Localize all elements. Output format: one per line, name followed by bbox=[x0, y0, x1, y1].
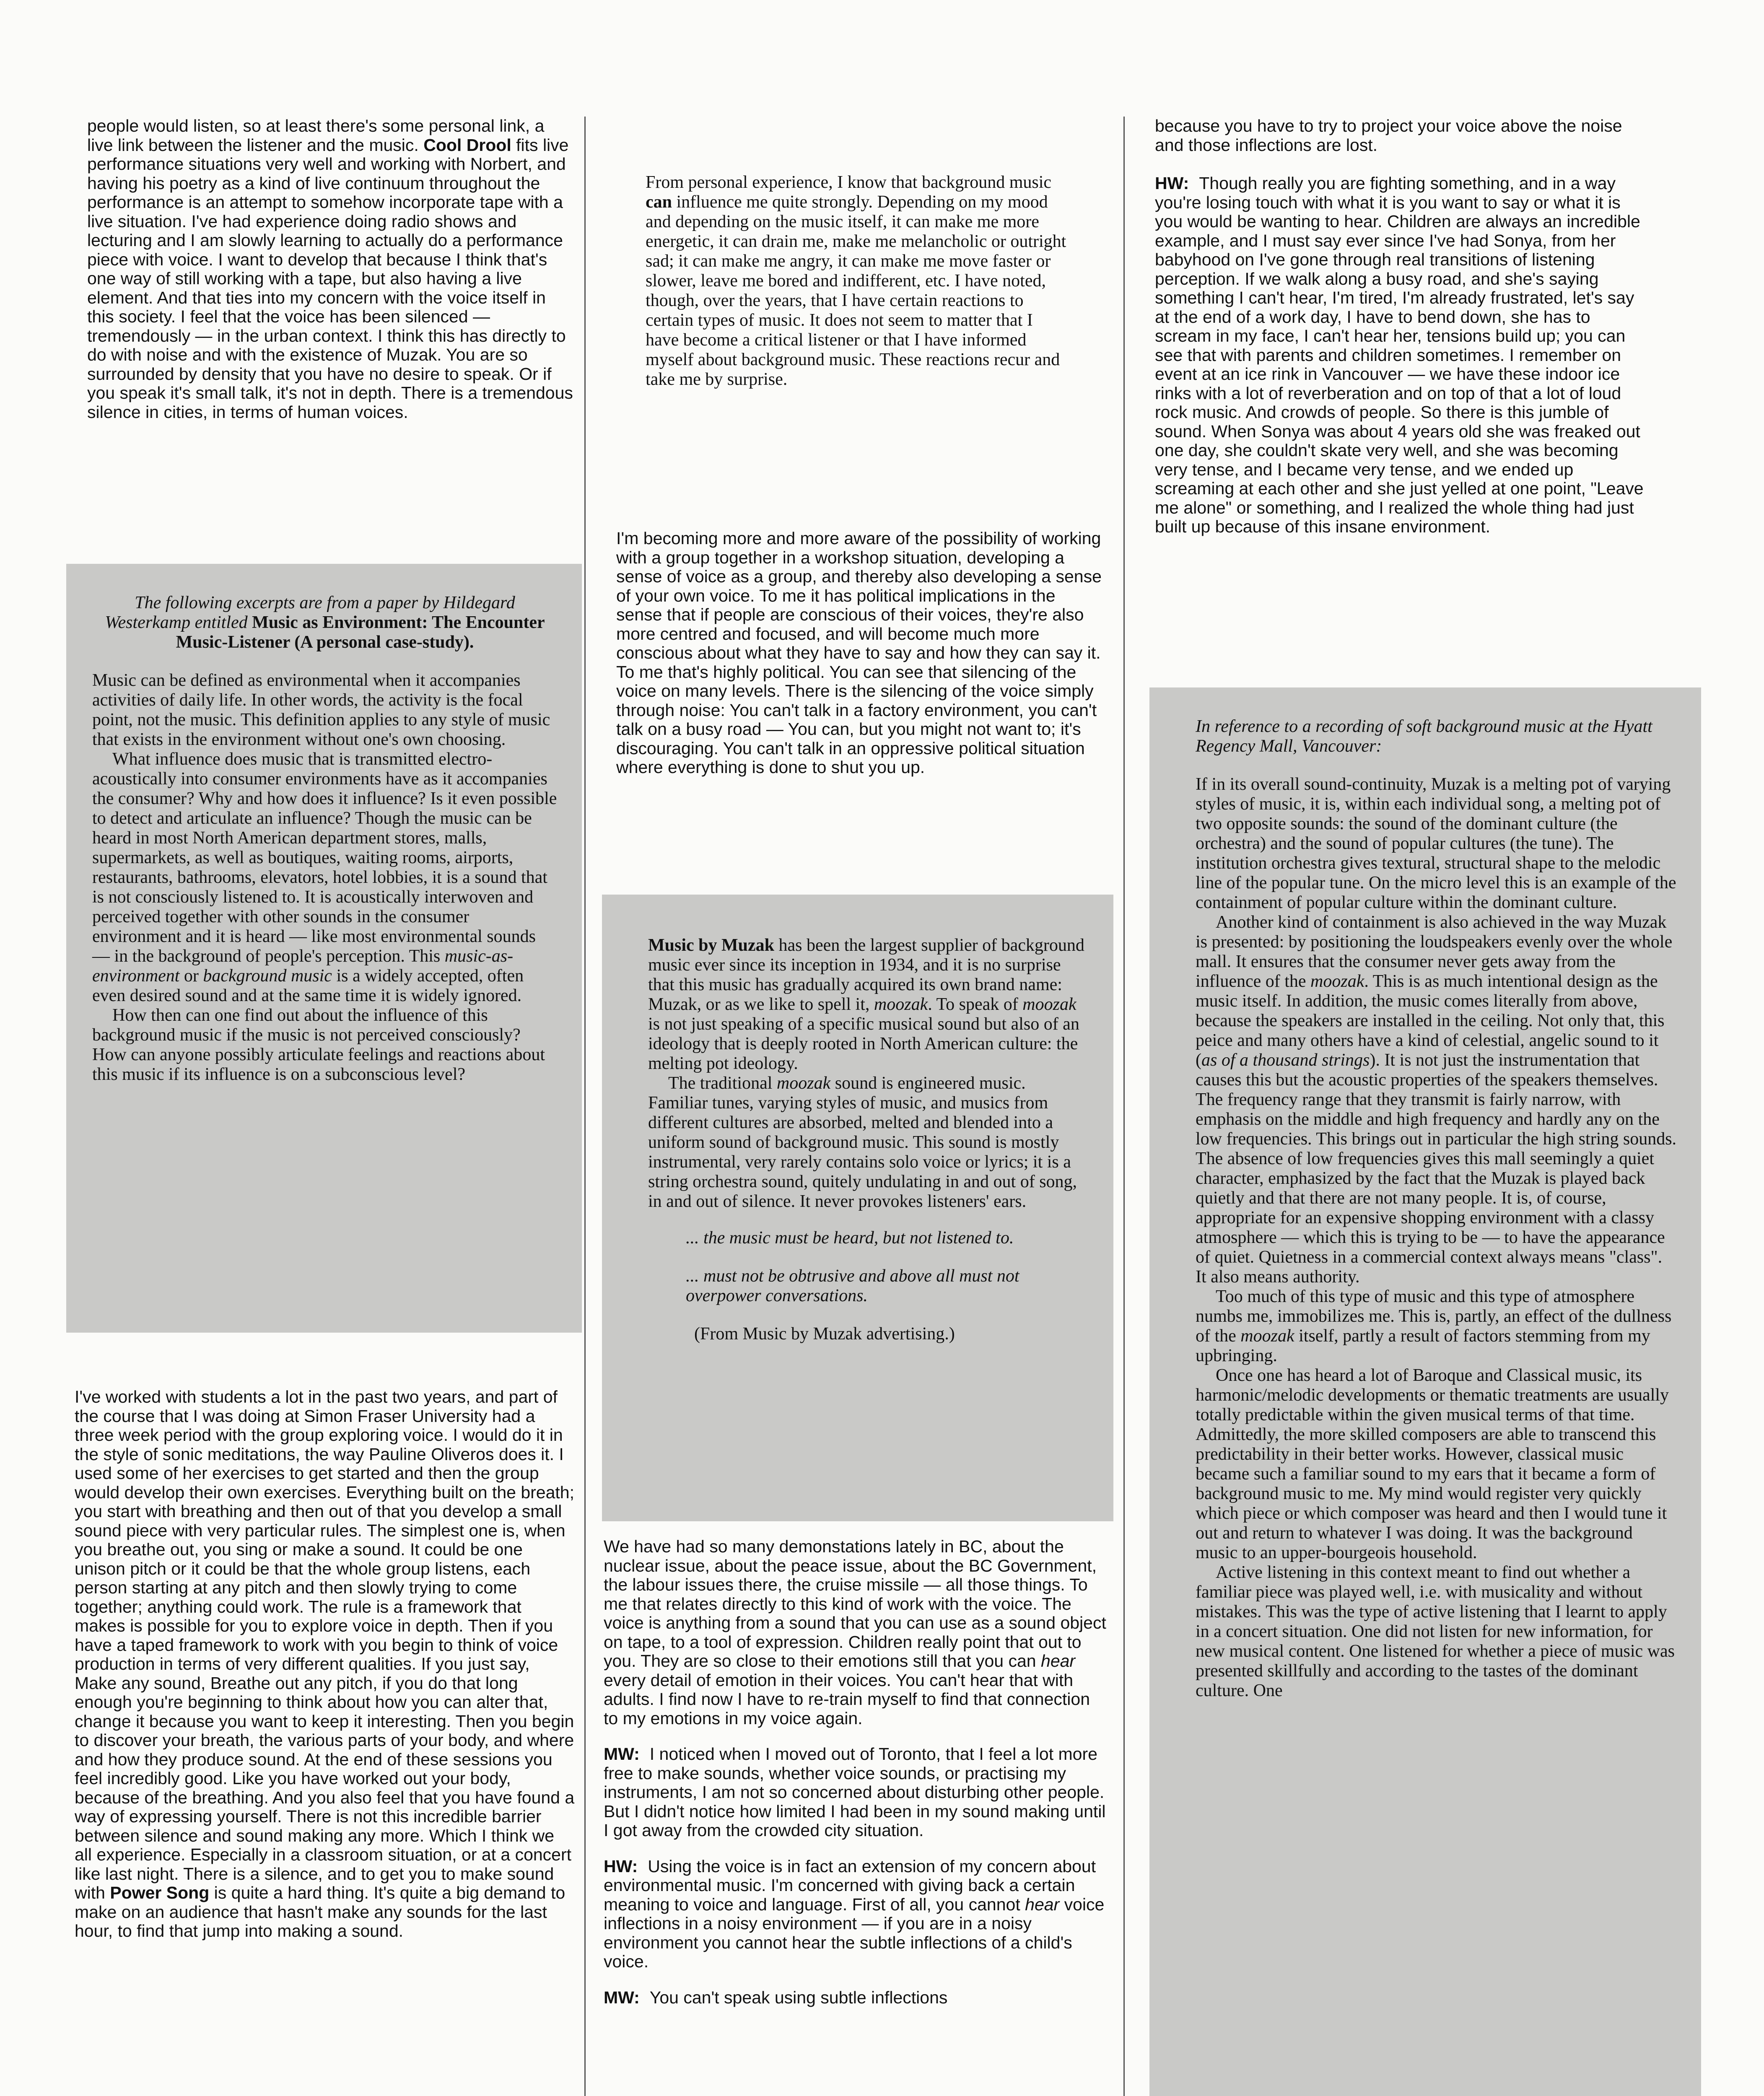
personal-experience: From personal experience, I know that background music can influence me quite strongly. Depending on my mood and depending on the music itself, it can make me more energetic, it can drain me, make me melancholic or outright sad; it can make me angry, it can make me move faster or slower, leave me bored and indifferent, etc. I have noted, though, over the years, that I have certain reactions to certain types of music. It does not seem to matter that I have become a critical listener or that I have informed myself about background music. These reactions recur and take me by surprise. bbox=[646, 173, 1066, 389]
hw-paragraph: HW: Though really you are fighting something, and in a way you're losing touch with what it is you want to say or what it is you would be wanting to hear. Children are always an incredible example, and I must say ever since I've had Sonya, from her babyhood on I've gone through real transitions of listening perception. If we walk along a busy road, and she's saying something I can't hear, I'm tired, I'm already frustrated, let's say at the end of a work day, I have to bend down, she has to scream in my face, I can't hear her, tensions build up; you can see that with parents and children sometimes. I remember on event at an ice rink in Vancouver — we have these indoor ice rinks with a lot of reverberation and on top of that a lot of loud rock music. And crowds of people. So there is this jumble of sound. When Sonya was about 4 years old she was freaked out one day, she couldn't skate very well, and she was becoming very tense, and I became very tense, and we ended up screaming at each other and she just yelled at one point, "Leave me alone" or something, and I realized the whole thing had just built up because of this insane environment. bbox=[1155, 174, 1644, 536]
mw-paragraph: MW: I noticed when I moved out of Toronto, that I feel a lot more free to make sounds, whether voice sounds, or practising my instruments, I am not so concerned about disturbing other people. But I didn't notice how limited I had been in my sound making until I got away from the crowded city situation. bbox=[604, 1744, 1106, 1840]
box-paragraph: How then can one find out about the influence of this background music if the music is not perceived consciously? How can anyone possibly articulate feelings and reactions about this music if its influence is on a subconscious level? bbox=[92, 1006, 545, 1084]
hw-paragraph: HW: Using the voice is in fact an extension of my concern about environmental music. I'm concerned with giving back a certain meaning to voice and language. First of all, you cannot hear voice inflections in a noisy environment — if you are in a noisy environment you cannot hear the subtle inflections of a child's voice. bbox=[604, 1856, 1105, 1971]
quote-source: (From Music by Muzak advertising.) bbox=[694, 1324, 955, 1344]
column-2-bottom bbox=[604, 1537, 1107, 2007]
col1-bottom-paragraph: I've worked with students a lot in the past two years, and part of the course that I was doing at Simon Fraser University had a three week period with the group exploring voice. I would do it in the style of sonic meditations, the way Pauline Oliveros does it. I used some of her exercises to get started and then the group would develop their own exercises. Everything built on the breath; you start with breathing and then out of that you develop a small sound piece with very particular rules. The simplest one is, when you breathe out, you sing or make a sound. It could be one unison pitch or it could be that the whole group listens, each person starting at any pitch and then slowly trying to come together; anything could work. The rule is a framework that makes is possible for you to explore voice in depth. Then if you have a taped framework to work with you begin to think of voice production in terms of very different qualities. If you just say, Make any sound, Breathe out any pitch, if you do that long enough you're beginning to think about how you can alter that, change it because you want to keep it interesting. Then you begin to discover your breath, the various parts of your body, and where and how they produce sound. At the end of these sessions you feel incredibly good. Like you have worked out your body, because of the breathing. And you also feel that you have found a way of expressing yourself. There is not this incredible barrier between silence and sound making any more. Which I think we all experience. Especially in a classroom situation, or at a concert like last night. There is a silence, and to get you to make sound with Power Song is quite a hard thing. It's quite a big demand to make on an audience that hasn't make any sounds for the last hour, to find that jump into making a sound. bbox=[75, 1387, 575, 1940]
muzak-quotes bbox=[686, 1228, 1089, 1306]
westerkamp-paper-box bbox=[66, 564, 582, 1333]
box-paragraph: If in its overall sound-continuity, Muzak is a melting pot of varying styles of music, it is, within each individual song, a melting pot of two opposite sounds: the sound of the dominant culture (the orchestra) and the sound of popular cultures (the tune). The institution orchestra gives textural, structural shape to the melodic line of the popular tune. On the micro level this is an example of the containment of popular culture within the dominant culture. bbox=[1196, 775, 1676, 912]
col3-top-paragraph: because you have to try to project your voice above the noise and those inflections are lost. bbox=[1155, 116, 1622, 155]
hyatt-box bbox=[1149, 687, 1701, 2096]
box-paragraph: Too much of this type of music and this type of atmosphere numbs me, immobilizes me. This is, partly, an effect of the dullness of the moozak itself, partly a result of factors stemming from my upbringing. bbox=[1196, 1287, 1672, 1365]
quote: ... the music must be heard, but not listened to. bbox=[686, 1228, 1014, 1248]
quote: ... must not be obtrusive and above all must not overpower conversations. bbox=[686, 1266, 1019, 1305]
column-rule-1 bbox=[584, 117, 586, 2096]
mw-paragraph: MW: You can't speak using subtle inflections bbox=[604, 1987, 948, 2007]
muzak-box bbox=[602, 895, 1113, 1521]
group-paragraph: I'm becoming more and more aware of the possibility of working with a group together in a workshop situation, developing a sense of voice as a group, and thereby also developing a sense of your own voice. To me it has political implications in the sense that if people are conscious of their voices, they're also more centred and focused, and will become much more conscious about what they have to say and how they can say it. To me that's highly political. You can see that silencing of the voice on many levels. There is the silencing of the voice simply through noise: You can't talk in a factory environment, you can't talk on a busy road — You can, but you might not want to; it's discouraging. You can't talk in an oppressive political situation where everything is done to shut you up. bbox=[616, 529, 1102, 777]
column-rule-2 bbox=[1123, 117, 1125, 2096]
box-paragraph: What influence does music that is transmitted electro-acoustically into consumer environments have as it accompanies the consumer? Why and how does it influence? Is it even possible to detect and articulate an influence? Though the music can be heard in most North American department stores, malls, supermarkets, as well as boutiques, waiting rooms, airports, restaurants, bathrooms, elevators, hotel lobbies, it is a sound that is not consciously listened to. It is acoustically interwoven and perceived together with other sounds in the consumer environment and it is heard — like most environmental sounds — in the background of people's perception. This music-as-environment or background music is a widely accepted, often even desired sound and at the same time it is widely ignored. bbox=[92, 750, 557, 1005]
box-intro: The following excerpts are from a paper by Hildegard Westerkamp entitled Music as Environment: The Encounter Music-Listener (A personal case-study). bbox=[105, 593, 545, 652]
column-1-bottom bbox=[75, 1388, 576, 1941]
muzak-paragraph: The traditional moozak sound is engineered music. Familiar tunes, varying styles of music, and musics from different cultures are absorbed, melted and blended into a uniform sound of background music. This sound is mostly instrumental, very rarely contains solo voice or lyrics; it is a string orchestra sound, quitely undulating in and out of song, in and out of silence. It never provokes listeners' ears. bbox=[648, 1074, 1077, 1211]
column-3 bbox=[1155, 117, 1650, 537]
col1-top-paragraph: people would listen, so at least there's some personal link, a live link between the listener and the music. Cool Drool fits live performance situations very well and working with Norbert, and having his poetry as a kind of live continuum throughout the performance is an attempt to somehow incorporate tape with a live situation. I've had experience doing radio shows and lecturing and I am slowly learning to actually do a performance piece with voice. I want to develop that because I think that's one way of still working with a tape, but also having a live element. And that ties into my concern with the voice itself in this society. I feel that the voice has been silenced — tremendously — in the urban context. I think this has directly to do with noise and with the existence of Muzak. You are so surrounded by density that you have no desire to speak. Or if you speak it's small talk, it's not in depth. There is a tremendous silence in cities, in terms of human voices. bbox=[87, 116, 573, 422]
box-intro: In reference to a recording of soft background music at the Hyatt Regency Mall, Vancouver: bbox=[1196, 717, 1652, 756]
column-2-group bbox=[616, 529, 1102, 777]
demo-paragraph: We have had so many demonstations lately in BC, about the nuclear issue, about the peace issue, about the BC Government, the labour issues there, the cruise missile — all those things. To me that relates directly to this kind of work with the voice. The voice is anything from a sound that you can use as a sound object on tape, to a tool of expression. Children really point that out to you. They are so close to their emotions still that you can hear every detail of emotion in their voices. You can't hear that with adults. I find now I have to re-train myself to find that connection to my emotions in my voice again. bbox=[604, 1537, 1106, 1728]
box-paragraph: Active listening in this context meant to find out whether a familiar piece was played well, i.e. with musicality and without mistakes. This was the type of active listening that I learnt to apply in a concert situation. One did not listen for new information, for new musical content. One listened for whether a piece of music was presented skillfully and according to the tastes of the dominant culture. One bbox=[1196, 1563, 1675, 1700]
column-1 bbox=[87, 117, 574, 422]
box-paragraph: Once one has heard a lot of Baroque and Classical music, its harmonic/melodic developments or thematic treatments are usually totally predictable within the given musical terms of that time. Admittedly, the more skilled composers are able to transcend this predictability in their better works. However, classical music became such a familiar sound to my ears that it became a form of background music to me. My mind would register very quickly which piece or which composer was heard and then I would tune it out and return to whatever I was doing. It was the background music to an upper-bourgeois household. bbox=[1196, 1366, 1669, 1562]
column-2-personal bbox=[646, 173, 1067, 389]
muzak-paragraph: Music by Muzak has been the largest supplier of background music ever since its inception in 1934, and it is no surprise that this music has gradually acquired its own brand name: Muzak, or as we like to spell it, moozak. To speak of moozak is not just speaking of a specific musical sound but also of an ideology that is deeply rooted in North American culture: the melting pot ideology. bbox=[648, 936, 1084, 1073]
box-paragraph: Music can be defined as environmental when it accompanies activities of daily life. In other words, the activity is the focal point, not the music. This definition applies to any style of music that exists in the environment without one's own choosing. bbox=[92, 671, 550, 749]
box-paragraph: Another kind of containment is also achieved in the way Muzak is presented: by positioning the loudspeakers evenly over the whole mall. It ensures that the consumer never gets away from the influence of the moozak. This is as much intentional design as the music itself. In addition, the music comes literally from above, because the speakers are installed in the ceiling. Not only that, this peice and many others have a kind of celestial, angelic sound to it (as of a thousand strings). It is not just the instrumentation that causes this but the acoustic properties of the speakers themselves. The frequency range that they transmit is fairly narrow, with emphasis on the middle and high frequency and hardly any on the low frequencies. This brings out in particular the high string sounds. The absence of low frequencies gives this mall seemingly a quiet character, emphasized by the fact that the Muzak is played back quietly and that there are not many people. It is, of course, appropriate for an expensive shopping environment with a classy atmosphere — which this is trying to be — to have the appearance of quiet. Quietness in a commercial context always means "class". It also means authority. bbox=[1196, 913, 1677, 1287]
